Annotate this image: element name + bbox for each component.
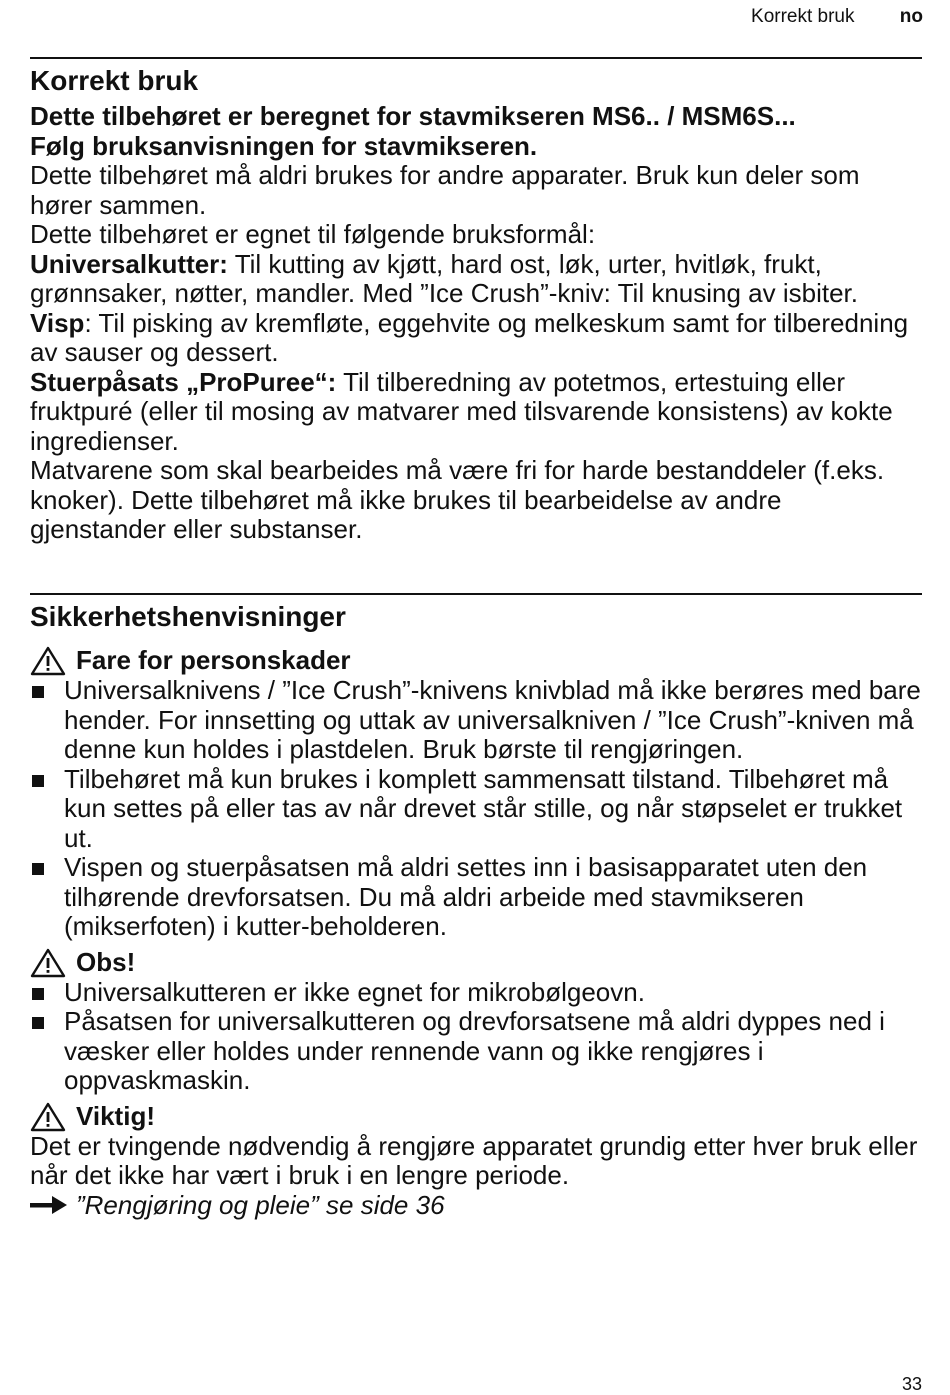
section-title: Korrekt bruk [30,65,199,96]
warning-triangle-icon [30,948,66,978]
arrow-right-icon [30,1195,68,1215]
section-sikkerhetshenvisninger [30,600,922,1220]
header-section-title: Korrekt bruk [751,6,855,27]
header-language: no [899,6,923,27]
warning-triangle-icon [30,646,66,676]
intro-bold-line: Dette tilbehøret er beregnet for stavmikseren MS6.. / MSM6S... [30,101,796,131]
warning-heading: Fare for personskader [30,646,922,676]
paragraph: Det er tvingende nødvendig å rengjøre apparatet grundig etter hver bruk eller når det ikke har vært i bruk i en lengre periode. [30,1130,918,1190]
section-divider [30,593,922,595]
section-title: Sikkerhetshenvisninger [30,601,346,632]
usage-item-universalkutter: Universalkutter: Til kutting av kjøtt, hard ost, løk, urter, hvitløk, frukt, grønnsaker, nøtter, mandler. Med ”Ice Crush”-kniv: Til knusing av isbiter. [30,248,858,308]
usage-item-visp: Visp: Til pisking av kremfløte, eggehvite og melkeskum samt for tilberedning av sauser og dessert. [30,307,909,367]
cross-reference: ”Rengjøring og pleie” se side 36 [30,1191,922,1221]
paragraph: Dette tilbehøret er egnet til følgende bruksformål: [30,219,596,249]
warning-heading: Obs! [30,948,922,978]
running-header [711,6,923,28]
warning-list [30,978,922,1096]
list-item: Universalkutteren er ikke egnet for mikrobølgeovn. [30,978,922,1008]
paragraph: Dette tilbehøret må aldri brukes for andre apparater. Bruk kun deler som hører sammen. [30,160,860,220]
list-item: Påsatsen for universalkutteren og drevforsatsene må aldri dyppes ned i væsker eller holdes under rennende vann og ikke rengjøres i oppvaskmaskin. [30,1007,922,1096]
paragraph: Matvarene som skal bearbeides må være fri for harde bestanddeler (f.eks. knoker). Dette tilbehøret må ikke brukes til bearbeidelse av andre gjenstander eller substanser. [30,455,885,544]
warning-triangle-icon [30,1102,66,1132]
intro-bold-line: Følg bruksanvisningen for stavmikseren. [30,130,538,161]
list-item: Vispen og stuerpåsatsen må aldri settes inn i basisapparatet uten den tilhørende drevforsatsen. Du må aldri arbeide med stavmikseren (mikserfoten) i kutter-beholderen. [30,853,922,942]
usage-item-stuerpasats: Stuerpåsats „ProPuree“: Til tilberedning av potetmos, ertestuing eller fruktpuré (eller til mosing av matvarer med tilsvarende konsistens) av kokte ingredienser. [30,366,893,456]
section-korrekt-bruk [30,64,922,545]
page-number: 33 [901,1374,922,1394]
warning-list [30,676,922,942]
list-item: Tilbehøret må kun brukes i komplett sammensatt tilstand. Tilbehøret må kun settes på eller tas av når drevet står stille, og når støpselet er trukket ut. [30,765,922,854]
section-divider [30,57,922,59]
list-item: Universalknivens / ”Ice Crush”-knivens knivblad må ikke berøres med bare hender. For innsetting og uttak av universalkniven / ”Ice Crush”-kniven må denne kun holdes i plastdelen. Bruk børste til rengjøringen. [30,676,922,765]
warning-heading: Viktig! [30,1102,922,1132]
